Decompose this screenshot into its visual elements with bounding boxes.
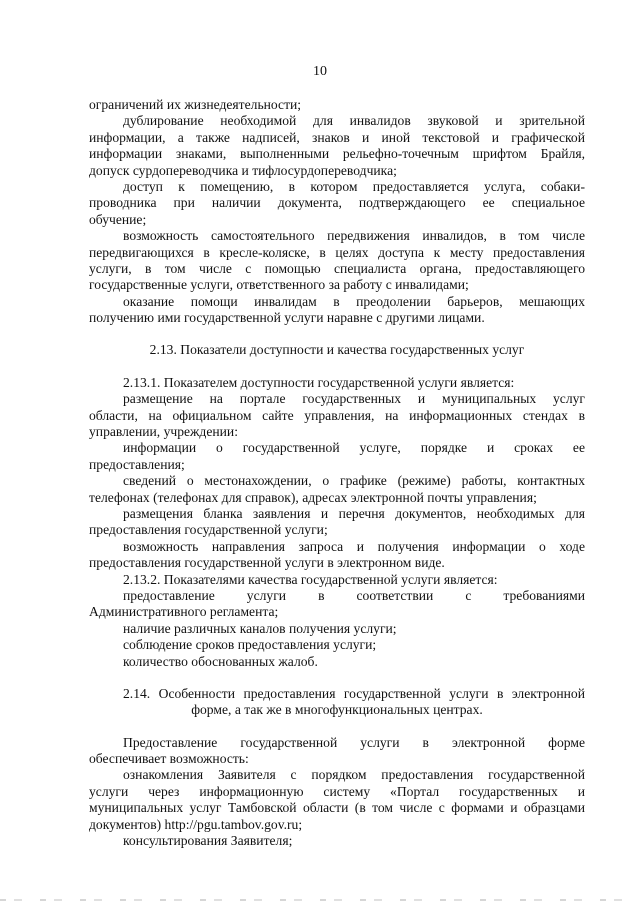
text-line: получению ими государственной услуги наравне с другими лицами. (89, 310, 485, 326)
text-line: сведений о местонахождении, о графике (режиме) работы, контактных (123, 473, 585, 489)
text-line: документов) http://pgu.tambov.gov.ru; (89, 816, 303, 832)
text-line: предоставления государственной услуги в электронном виде. (89, 555, 445, 571)
text-line: услуги через информационную систему «Портал государственных и (89, 783, 585, 799)
text-line: доступ к помещению, в котором предоставляется услуга, собаки- (123, 178, 585, 194)
text-line: 2.13.2. Показателями качества государственной услуги является: (123, 571, 498, 587)
text-line: допуск сурдопереводчика и тифлосурдопереводчика; (89, 162, 397, 178)
text-line: наличие различных каналов получения услуги; (123, 620, 397, 636)
text-line: ограничений их жизнедеятельности; (89, 97, 302, 112)
text-line: услуги, в том числе с помощью специалиста органа, предоставляющего (89, 260, 585, 276)
section-heading-2-14-cont: форме, а так же в многофункциональных центрах. (191, 702, 483, 718)
text-line: информации, а также надписей, знаков и иной текстовой и графической (89, 129, 585, 145)
text-line: предоставления; (89, 456, 185, 472)
page-number: 10 (313, 64, 327, 79)
scan-edge-artifact (0, 899, 640, 901)
text-line: передвигающихся в кресле-коляске, в целях доступа к месту предоставления (89, 244, 585, 260)
text-line: дублирование необходимой для инвалидов звуковой и зрительной (123, 113, 585, 129)
text-line: управлении, учреждении: (89, 424, 238, 440)
text-line: проводника при наличии документа, подтверждающего ее специальное (89, 195, 585, 211)
text-line: предоставление услуги в соответствии с требованиями (123, 587, 585, 603)
text-line: Административного регламента; (89, 604, 279, 620)
text-line: оказание помощи инвалидам в преодолении барьеров, мешающих (123, 293, 585, 309)
text-line: Предоставление государственной услуги в электронной форме (123, 734, 585, 750)
text-line: информации о государственной услуге, порядке и сроках ее (123, 440, 585, 456)
document-body (89, 97, 585, 849)
text-line: возможность направления запроса и получения информации о ходе (123, 538, 585, 554)
text-line: обеспечивает возможность: (89, 751, 249, 767)
text-line: информации знаками, выполненными рельефно-точечным шрифтом Брайля, (89, 146, 585, 162)
text-line: количество обоснованных жалоб. (123, 653, 318, 669)
text-line: области, на официальном сайте управления, на информационных стендах в (89, 407, 585, 423)
text-line: консультирования Заявителя; (123, 833, 293, 849)
text-line: размещения бланка заявления и перечня документов, необходимых для (123, 505, 585, 521)
text-line: муниципальных услуг Тамбовской области (в том числе с формами и образцами (89, 800, 585, 816)
text-line: обучение; (89, 211, 147, 227)
text-line: ознакомления Заявителя с порядком предоставления государственной (123, 767, 585, 783)
text-line: государственные услуги, ответственного за работу с инвалидами; (89, 277, 469, 293)
text-line: размещение на портале государственных и муниципальных услуг (123, 391, 585, 407)
text-line: соблюдение сроков предоставления услуги; (123, 637, 377, 653)
text-line: телефонах (телефонах для справок), адресах электронной почты управления; (89, 489, 537, 505)
section-heading-2-14: 2.14. Особенности предоставления государственной услуги в электронной (123, 685, 585, 701)
text-line: 2.13.1. Показателем доступности государственной услуги является: (123, 374, 515, 390)
section-heading-2-13: 2.13. Показатели доступности и качества государственных услуг (149, 342, 525, 358)
text-line: возможность самостоятельного передвижения инвалидов, в том числе (123, 228, 585, 244)
text-line: предоставления государственной услуги; (89, 522, 328, 538)
